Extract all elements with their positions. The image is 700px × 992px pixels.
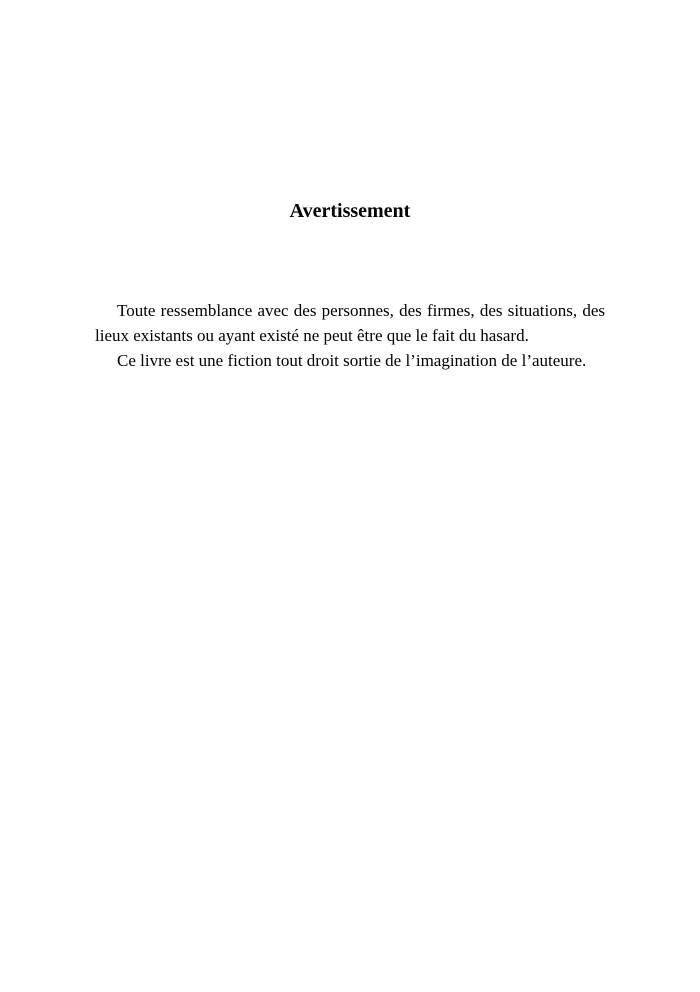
body-text (95, 298, 605, 373)
page-title: Avertissement (289, 200, 411, 222)
paragraph-disclaimer: Toute ressemblance avec des personnes, des firmes, des situations, des lieux existants ou ayant existé ne peut être que le fait du hasard. (95, 301, 605, 345)
paragraph-fiction-statement: Ce livre est une fiction tout droit sortie de l’imagination de l’auteure. (117, 351, 587, 370)
